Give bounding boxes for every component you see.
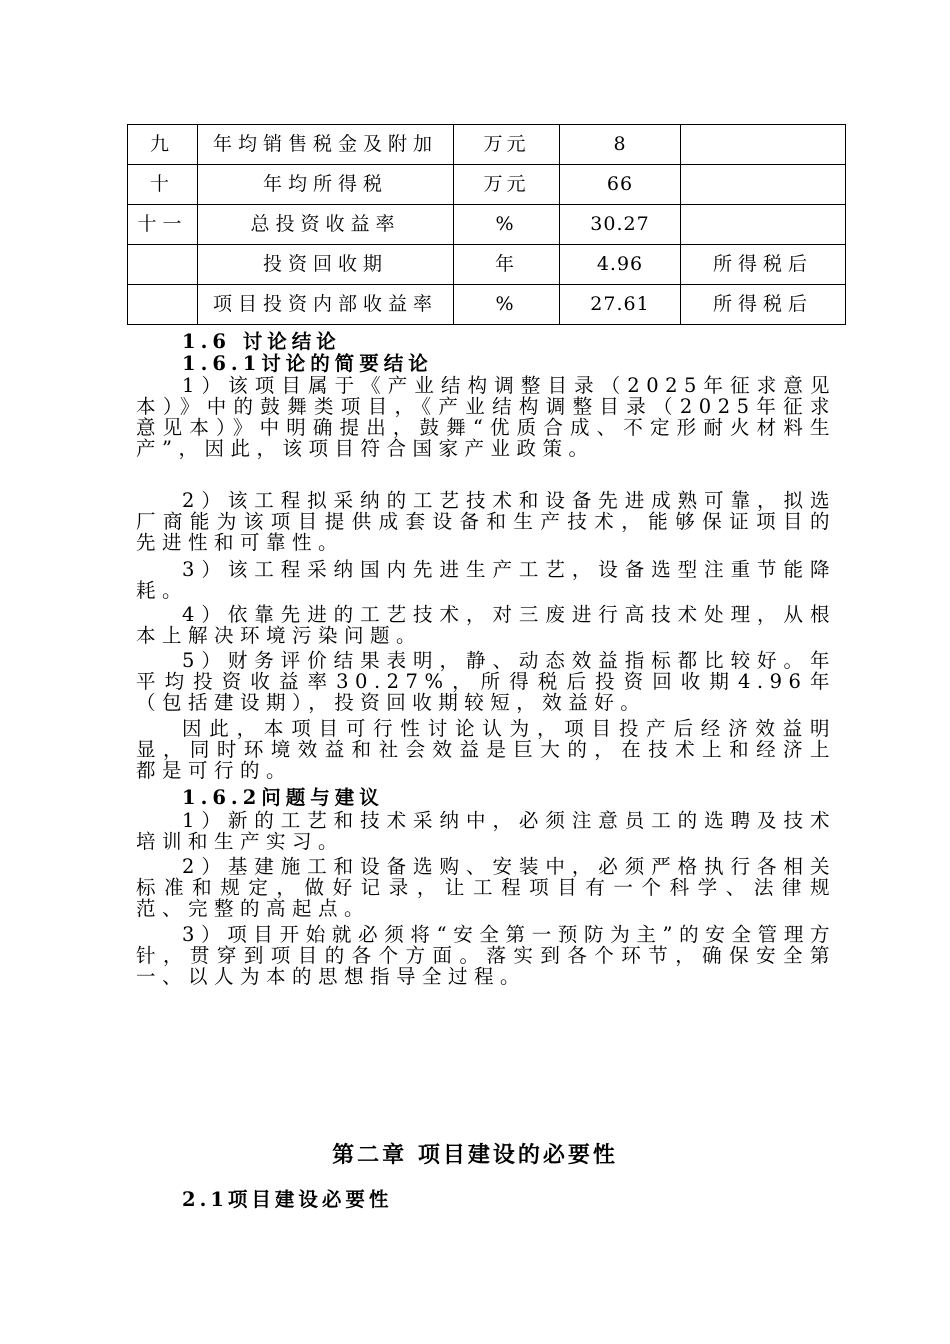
unit: 万元 <box>454 165 560 205</box>
value: 4.96 <box>560 245 681 285</box>
item-name: 项目投资内部收益率 <box>198 285 454 325</box>
table-row <box>128 245 846 285</box>
table-row <box>128 125 846 165</box>
value: 27.61 <box>560 285 681 325</box>
item-name: 总投资收益率 <box>198 205 454 245</box>
unit: % <box>454 205 560 245</box>
paragraph: 5）财务评价结果表明，静、动态效益指标都比较好。年平均投资收益率30.27%，所得税后投资回收期4.96年（包括建设期），投资回收期较短，效益好。 <box>136 649 836 714</box>
row-number: 十一 <box>128 205 198 245</box>
note: 所得税后 <box>681 245 846 285</box>
unit: 年 <box>454 245 560 285</box>
note: 所得税后 <box>681 285 846 325</box>
note <box>681 165 846 205</box>
paragraph: 因此，本项目可行性讨论认为，项目投产后经济效益明显，同时环境效益和社会效益是巨大的，在技术上和经济上都是可行的。 <box>136 717 836 782</box>
section-heading-1-6: 1.6 讨论结论 <box>182 330 341 353</box>
financial-indicators-table <box>127 124 846 325</box>
paragraph: 3）项目开始就必须将“安全第一预防为主”的安全管理方针，贯穿到项目的各个方面。落实到各个环节，确保安全第一、以人为本的思想指导全过程。 <box>136 923 836 988</box>
note <box>681 125 846 165</box>
value: 66 <box>560 165 681 205</box>
paragraph: 2）该工程拟采纳的工艺技术和设备先进成熟可靠，拟选厂商能为该项目提供成套设备和生产技术，能够保证项目的先进性和可靠性。 <box>136 489 836 554</box>
item-name: 年均销售税金及附加 <box>198 125 454 165</box>
item-name: 年均所得税 <box>198 165 454 205</box>
row-number: 十 <box>128 165 198 205</box>
paragraph: 4）依靠先进的工艺技术，对三废进行高技术处理，从根本上解决环境污染问题。 <box>136 603 836 647</box>
chapter-title: 第二章 项目建设的必要性 <box>332 1142 618 1168</box>
paragraph: 1）新的工艺和技术采纳中，必须注意员工的选聘及技术培训和生产实习。 <box>136 809 836 853</box>
section-heading-2-1: 2.1项目建设必要性 <box>182 1188 393 1211</box>
table-row <box>128 285 846 325</box>
unit: 万元 <box>454 125 560 165</box>
note <box>681 205 846 245</box>
item-name: 投资回收期 <box>198 245 454 285</box>
row-number <box>128 285 198 325</box>
section-heading-1-6-2: 1.6.2问题与建议 <box>182 786 384 809</box>
unit: % <box>454 285 560 325</box>
paragraph: 1）该项目属于《产业结构调整目录（2025年征求意见本）》中的鼓舞类项目，《产业结构调整目录（2025年征求意见本）》中明确提出，鼓舞“优质合成、不定形耐火材料生产”，因此，该项目符合国家产业政策。 <box>136 374 836 460</box>
row-number: 九 <box>128 125 198 165</box>
value: 30.27 <box>560 205 681 245</box>
value: 8 <box>560 125 681 165</box>
section-heading-1-6-1: 1.6.1讨论的简要结论 <box>182 352 433 375</box>
table-row <box>128 205 846 245</box>
paragraph: 2）基建施工和设备选购、安装中，必须严格执行各相关标准和规定，做好记录，让工程项目有一个科学、法律规范、完整的高起点。 <box>136 855 836 920</box>
row-number <box>128 245 198 285</box>
table-row <box>128 165 846 205</box>
paragraph: 3）该工程采纳国内先进生产工艺，设备选型注重节能降耗。 <box>136 558 836 602</box>
